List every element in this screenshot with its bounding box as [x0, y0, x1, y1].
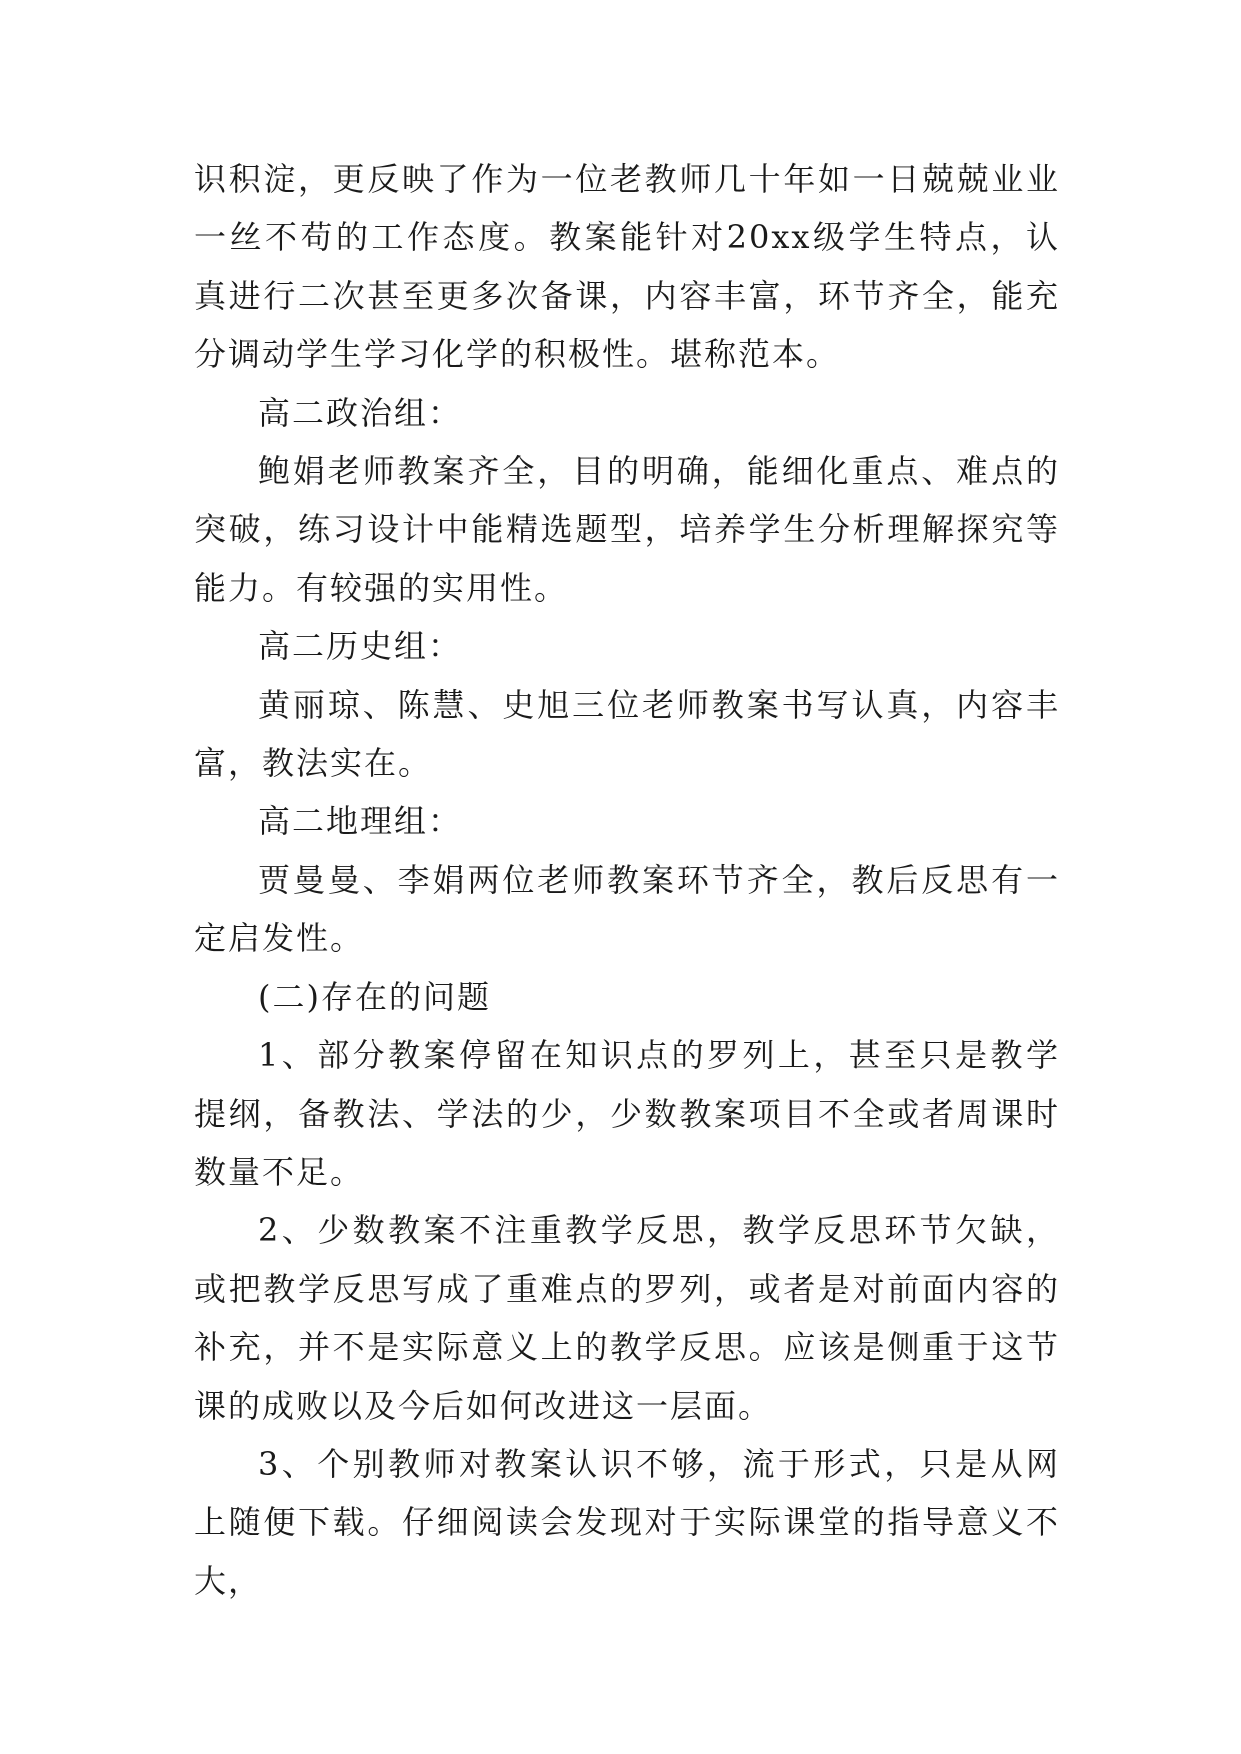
- document-body: [194, 150, 1060, 1610]
- section-heading-politics: 高二政治组：: [258, 393, 463, 432]
- problem-item-2: 2、少数教案不注重教学反思，教学反思环节欠缺，或把教学反思写成了重难点的罗列，或者是对前面内容的补充，并不是实际意义上的教学反思。应该是侧重于这节课的成败以及今后如何改进这一层面。: [194, 1211, 1060, 1425]
- section-heading-geography: 高二地理组：: [258, 802, 463, 841]
- paragraph-politics: 鲍娟老师教案齐全，目的明确，能细化重点、难点的突破，练习设计中能精选题型，培养学生分析理解探究等能力。有较强的实用性。: [194, 452, 1060, 607]
- paragraph-history: 黄丽琼、陈慧、史旭三位老师教案书写认真，内容丰富，教法实在。: [194, 685, 1060, 783]
- problem-item-1: 1、部分教案停留在知识点的罗列上，甚至只是教学提纲，备教法、学法的少，少数教案项目不全或者周课时数量不足。: [194, 1036, 1060, 1191]
- problem-item-3: 3、个别教师对教案认识不够，流于形式，只是从网上随便下载。仔细阅读会发现对于实际课堂的指导意义不大，: [194, 1444, 1060, 1600]
- paragraph-continuation: 识积淀，更反映了作为一位老教师几十年如一日兢兢业业一丝不苟的工作态度。教案能针对20xx级学生特点，认真进行二次甚至更多次备课，内容丰富，环节齐全，能充分调动学生学习化学的积极性。堪称范本。: [194, 160, 1060, 374]
- paragraph-geography: 贾曼曼、李娟两位老师教案环节齐全，教后反思有一定启发性。: [194, 860, 1060, 958]
- section-heading-problems: (二)存在的问题: [258, 977, 491, 1016]
- section-heading-history: 高二历史组：: [258, 627, 463, 666]
